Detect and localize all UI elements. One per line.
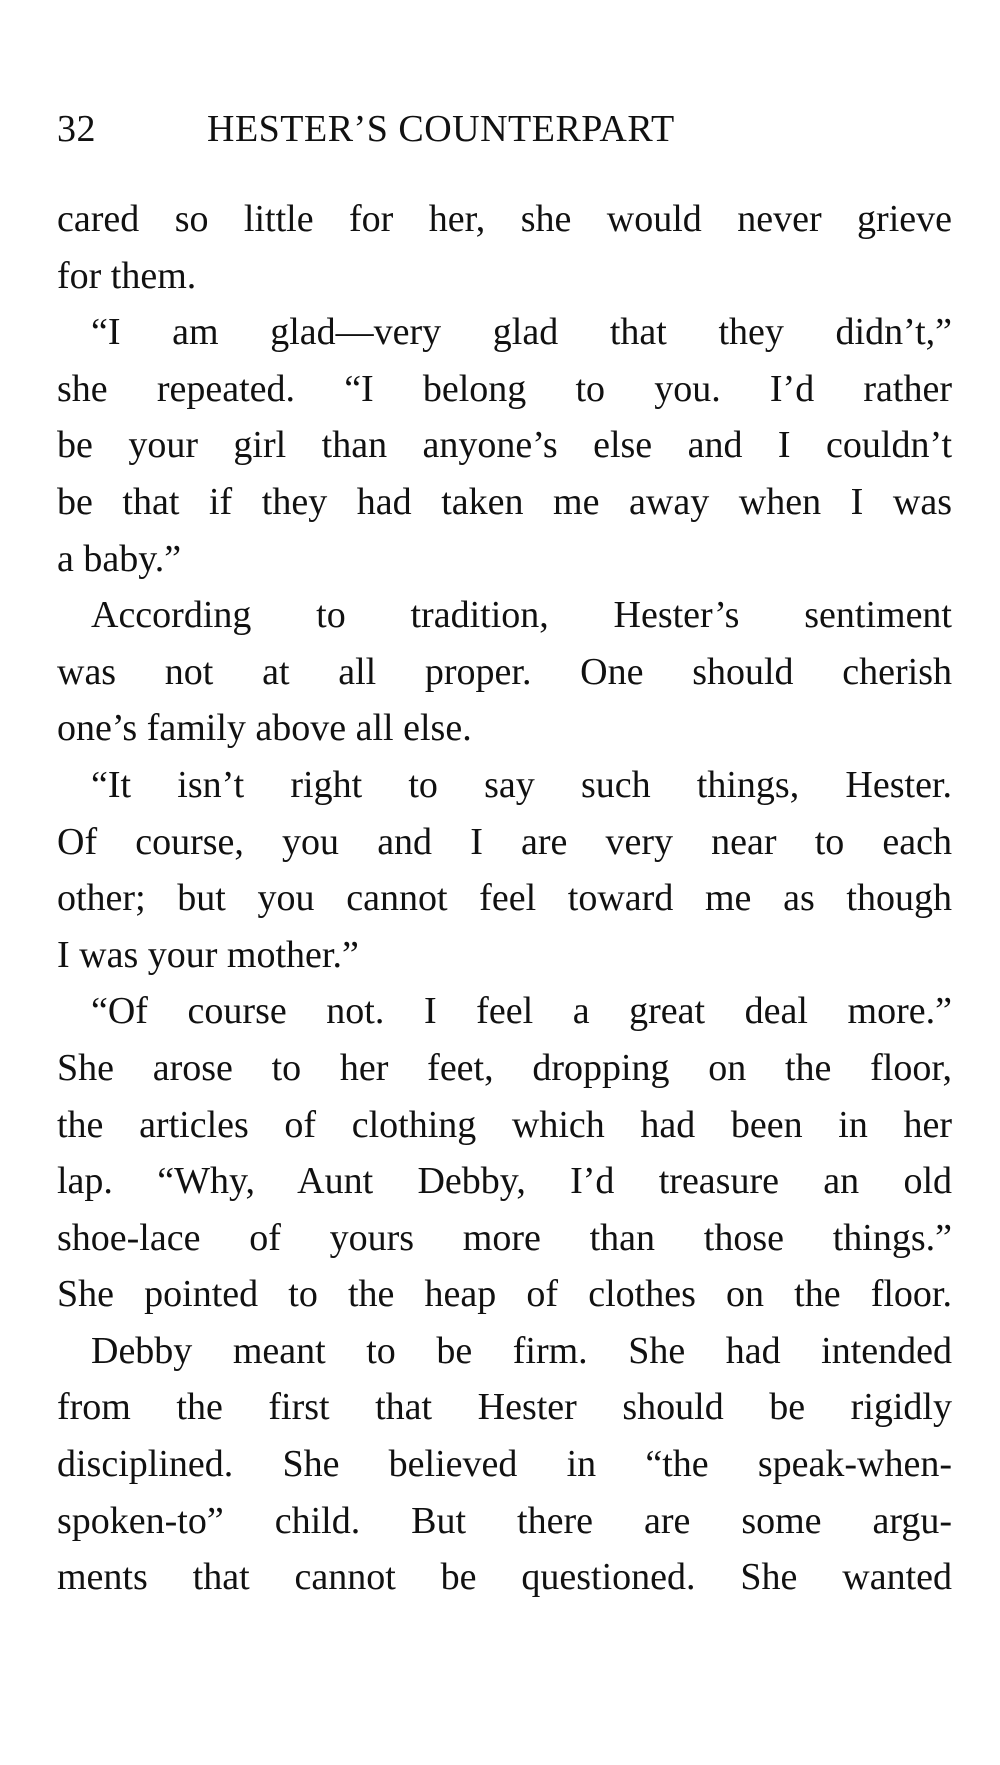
text-line: be your girl than anyone’s else and I couldn’t xyxy=(57,424,952,467)
text-line: lap. “Why, Aunt Debby, I’d treasure an old xyxy=(57,1160,952,1203)
text-line: be that if they had taken me away when I was xyxy=(57,480,952,523)
text-line: she repeated. “I belong to you. I’d rather xyxy=(57,367,952,410)
text-line: Debby meant to be firm. She had intended xyxy=(91,1329,952,1372)
text-line: the articles of clothing which had been in her xyxy=(57,1103,952,1146)
text-line: disciplined. She believed in “the speak-when- xyxy=(57,1443,952,1486)
text-line: spoken-to” child. But there are some argu- xyxy=(57,1499,952,1542)
text-line: shoe-lace of yours more than those things.” xyxy=(57,1216,952,1259)
page-number: 32 xyxy=(57,108,96,150)
text-line: from the first that Hester should be rigidly xyxy=(57,1386,952,1429)
text-line: According to tradition, Hester’s sentiment xyxy=(91,594,952,637)
text-line: Of course, you and I are very near to each xyxy=(57,820,952,863)
text-line: “Of course not. I feel a great deal more.” xyxy=(91,990,952,1033)
text-line: “I am glad—very glad that they didn’t,” xyxy=(91,311,952,354)
text-line: was not at all proper. One should cherish xyxy=(57,650,952,693)
running-header xyxy=(57,104,957,154)
text-line: I was your mother.” xyxy=(57,933,359,976)
running-title: HESTER’S COUNTERPART xyxy=(207,108,675,150)
text-line: one’s family above all else. xyxy=(57,707,472,750)
text-line: “It isn’t right to say such things, Hester. xyxy=(91,763,952,806)
text-line: ments that cannot be questioned. She wanted xyxy=(57,1556,952,1599)
text-line: a baby.” xyxy=(57,537,182,580)
text-line: She pointed to the heap of clothes on the floor. xyxy=(57,1273,952,1316)
body-text xyxy=(57,191,952,1606)
text-line: cared so little for her, she would never grieve xyxy=(57,198,952,240)
text-line: other; but you cannot feel toward me as though xyxy=(57,877,952,920)
text-line: for them. xyxy=(57,254,197,297)
text-line: She arose to her feet, dropping on the floor, xyxy=(57,1046,952,1089)
